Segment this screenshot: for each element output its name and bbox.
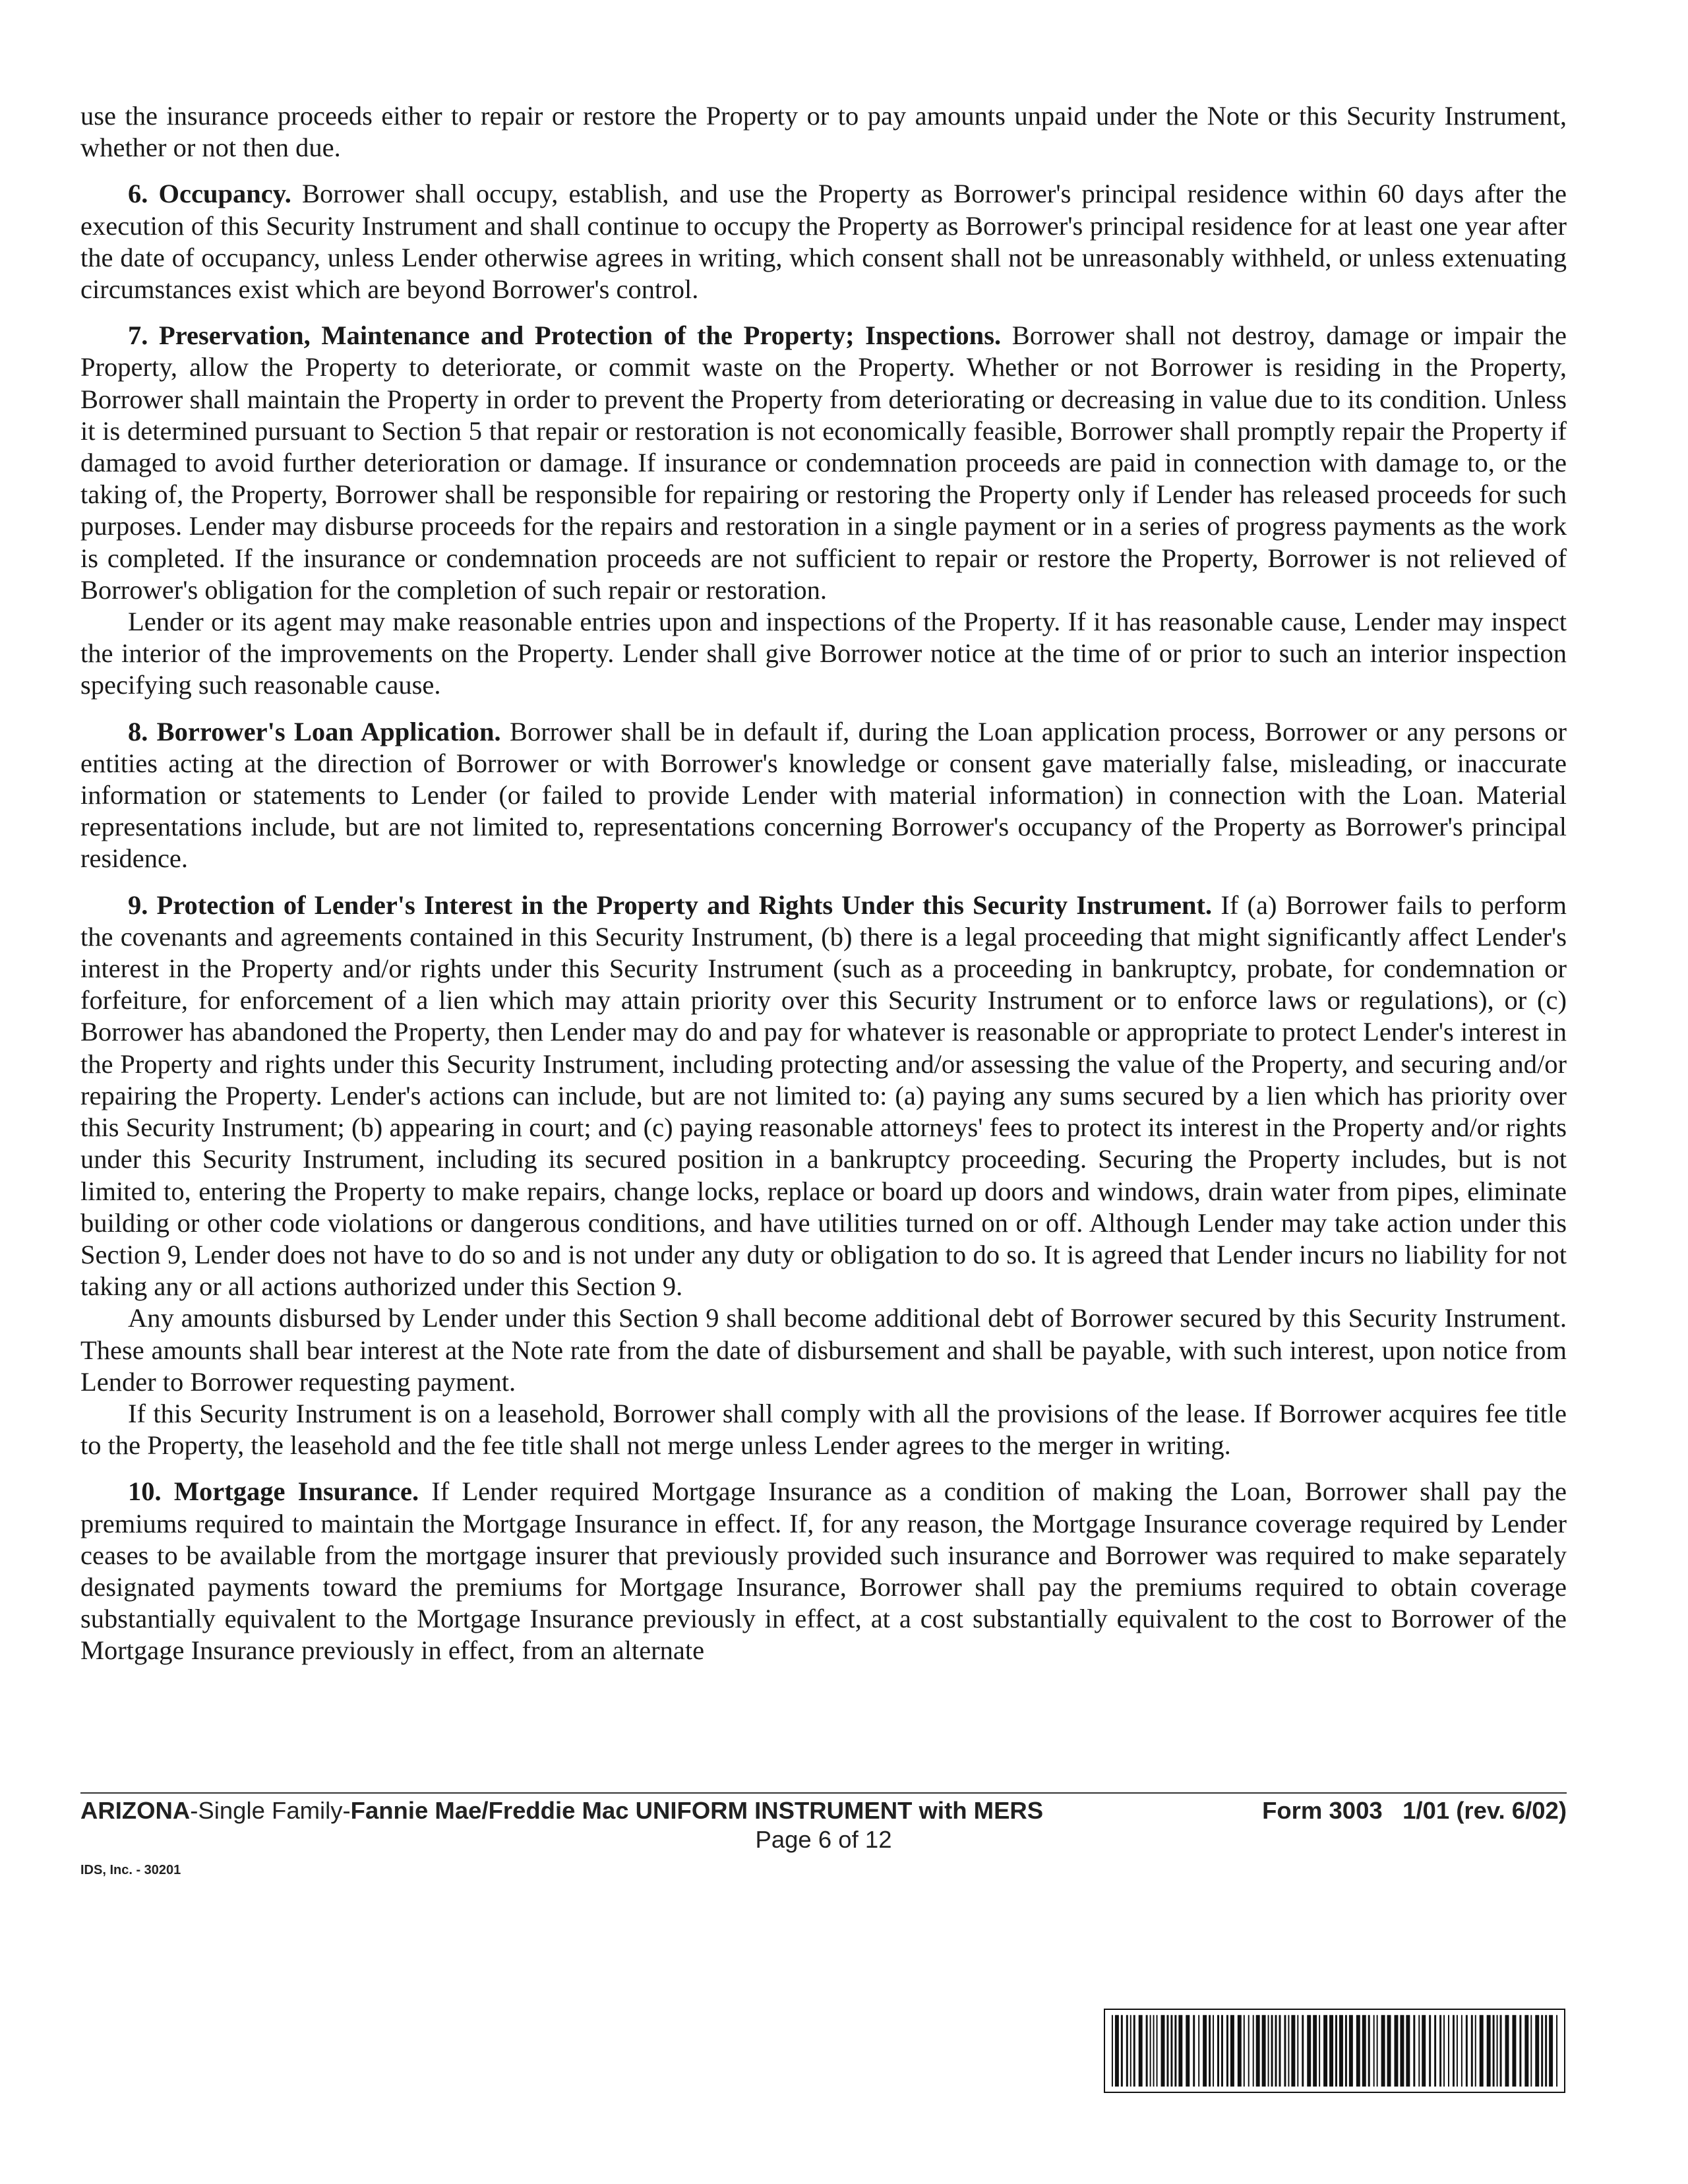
barcode-bar (1221, 2015, 1223, 2087)
barcode-bar (1505, 2015, 1509, 2087)
barcode-bar (1279, 2015, 1281, 2087)
barcode-bar (1209, 2015, 1211, 2087)
barcode-bar (1400, 2015, 1404, 2087)
barcode-bar (1434, 2015, 1436, 2087)
barcode-bar (1413, 2015, 1415, 2087)
barcode-bar (1271, 2015, 1273, 2087)
barcode-bar (1329, 2015, 1333, 2087)
section-10-mortgage-insurance (80, 1476, 1567, 1666)
barcode-graphic (1105, 2010, 1564, 2092)
barcode-bar (1166, 2015, 1168, 2087)
barcode-bar (1284, 2015, 1286, 2087)
barcode-bar (1457, 2015, 1458, 2087)
section-7-inspections (80, 606, 1567, 702)
page-number: Page 6 of 12 (755, 1826, 892, 1853)
barcode-bar (1466, 2015, 1468, 2087)
form-type: -Single Family- (190, 1797, 351, 1824)
barcode-bar (1198, 2015, 1199, 2087)
barcode-bar (1323, 2015, 1327, 2087)
barcode-bar (1126, 2015, 1128, 2087)
barcode-bar (1524, 2015, 1528, 2087)
barcode-bar (1213, 2015, 1214, 2087)
barcode-bar (1487, 2015, 1491, 2087)
barcode-bar (1443, 2015, 1445, 2087)
barcode-bar (1313, 2015, 1317, 2087)
barcode-bar (1497, 2015, 1498, 2087)
barcode-bar (1130, 2015, 1131, 2087)
section-heading: 8. Borrower's Loan Application. (128, 716, 501, 746)
paragraph-text: use the insurance proceeds either to repair or restore the Property or to pay amounts unpaid under the Note or this Security Instrument, whether or not then due. (80, 101, 1567, 163)
barcode-bar (1288, 2015, 1289, 2087)
barcode-bar (1387, 2015, 1391, 2087)
section-9-protection (80, 890, 1567, 1303)
barcode-bar (1549, 2015, 1553, 2087)
section-6-occupancy (80, 178, 1567, 305)
section-heading: 10. Mortgage Insurance. (128, 1476, 419, 1507)
barcode-bar (1373, 2015, 1375, 2087)
barcode-bar (1461, 2015, 1462, 2087)
barcode-bar (1530, 2015, 1532, 2087)
paragraph-text: If (a) Borrower fails to perform the covenants and agreements contained in this Security Instrument, (b) there is a legal proceeding that might significantly affect Lender's interest in the Property and/or rights under this Security Instrument (such as a proceeding in bankruptcy, probate, for condemnation or forfeiture, for enforcement of a lien which may attain priority over this Security Instrument or to enforce laws or regulations), or (c) Borrower has abandoned the Property, then Lender may do and pay for whatever is reasonable or appropriate to protect Lender's interest in the Property and rights under this Security Instrument, including protecting and/or assessing the value of the Property, and securing and/or repairing the Property. Lender's actions can include, but are not limited to: (a) paying any sums secured by a lien which has priority over this Security Instrument; (b) appearing in court; and (c) paying reasonable attorneys' fees to protect its interest in the Property and/or rights under this Security Instrument, including its secured position in a bankruptcy proceeding. Securing the Property includes, but is not limited to, entering the Property to make repairs, change locks, replace or board up doors and windows, drain water from pipes, eliminate building or other code violations or dangerous conditions, and have utilities turned on or off. Although Lender may take action under this Section 9, Lender does not have to do so and is not under any duty or obligation to do so. It is agreed that Lender incurs no liability for not taking any or all actions authorized under this Section 9. (80, 890, 1567, 1302)
barcode-bar (1556, 2015, 1557, 2087)
paragraph-text: Borrower shall be in default if, during the Loan application process, Borrower or any persons or entities acting at the direction of Borrower or with Borrower's knowledge or consent gave materially false, misleading, or inaccurate information or statements to Lender (or failed to provide Lender with material information) in connection with the Loan. Material representations include, but are not limited to, representations concerning Borrower's occupancy of the Property as Borrower's principal residence. (80, 716, 1567, 874)
paragraph-text: Borrower shall not destroy, damage or impair the Property, allow the Property to deteriorate, or commit waste on the Property. Whether or not Borrower is residing in the Property, Borrower shall maintain the Property in order to prevent the Property from deteriorating or decreasing in value due to its condition. Unless it is determined pursuant to Section 5 that repair or restoration is not economically feasible, Borrower shall promptly repair the Property if damaged to avoid further deterioration or damage. If insurance or condemnation proceeds are paid in connection with damage to, or the taking of, the Property, Borrower shall be responsible for repairing or restoring the Property only if Lender has released proceeds for such purposes. Lender may disburse proceeds for the repairs and restoration in a single payment or in a series of progress payments as the work is completed. If the insurance or condemnation proceeds are not sufficient to repair or restore the Property, Borrower is not relieved of Borrower's obligation for the completion of such repair or restoration. (80, 320, 1567, 605)
barcode-bar (1153, 2015, 1155, 2087)
barcode-bar (1150, 2015, 1151, 2087)
form-number: Form 3003 1/01 (rev. 6/02) (1262, 1797, 1567, 1824)
barcode-bar (1541, 2015, 1543, 2087)
barcode-bar (1170, 2015, 1172, 2087)
barcode-bar (1203, 2015, 1207, 2087)
barcode-bar (1480, 2015, 1484, 2087)
barcode-bar (1186, 2015, 1190, 2087)
barcode-bar (1256, 2015, 1260, 2087)
barcode-bar (1377, 2015, 1378, 2087)
barcode-bar (1174, 2015, 1176, 2087)
barcode-bar (1248, 2015, 1250, 2087)
barcode-bar (1275, 2015, 1277, 2087)
barcode-bar (1253, 2015, 1254, 2087)
barcode-bar (1335, 2015, 1337, 2087)
barcode-bar (1439, 2015, 1441, 2087)
barcode-bar (1146, 2015, 1148, 2087)
barcode-bar (1422, 2015, 1426, 2087)
barcode-bar (1545, 2015, 1547, 2087)
barcode-bar (1418, 2015, 1420, 2087)
barcode-bar (1381, 2015, 1385, 2087)
barcode-bar (1193, 2015, 1195, 2087)
vendor-code: IDS, Inc. - 30201 (80, 1863, 181, 1877)
paragraph-text: If this Security Instrument is on a leasehold, Borrower shall comply with all the provisions of the lease. If Borrower acquires fee title to the Property, the leasehold and the fee title shall not merge unless Lender agrees to the merger in writing. (80, 1398, 1567, 1461)
paragraph-text: Lender or its agent may make reasonable entries upon and inspections of the Property. If it has reasonable cause, Lender may inspect the interior of the improvements on the Property. Lender shall give Borrower notice at the time of or prior to such an interior inspection specifying such reasonable cause. (80, 607, 1567, 700)
barcode-bar (1268, 2015, 1269, 2087)
barcode-bar (1394, 2015, 1398, 2087)
barcode-bar (1139, 2015, 1143, 2087)
section-heading: 9. Protection of Lender's Interest in the Property and Rights Under this Security Instrument. (128, 890, 1213, 920)
paragraph-text: Any amounts disbursed by Lender under this Section 9 shall become additional debt of Borrower secured by this Security Instrument. These amounts shall bear interest at the Note rate from the date of disbursement and shall be payable, with such interest, upon notice from Lender to Borrower requesting payment. (80, 1303, 1567, 1397)
barcode-bar (1339, 2015, 1343, 2087)
barcode-bar (1512, 2015, 1516, 2087)
barcode-bar (1157, 2015, 1158, 2087)
barcode-bar (1217, 2015, 1219, 2087)
barcode-bar (1238, 2015, 1242, 2087)
barcode-bar (1475, 2015, 1476, 2087)
barcode-bar (1291, 2015, 1295, 2087)
barcode-bar (1319, 2015, 1320, 2087)
barcode (1104, 2009, 1565, 2093)
barcode-bar (1244, 2015, 1245, 2087)
barcode-bar (1429, 2015, 1431, 2087)
barcode-bar (1362, 2015, 1366, 2087)
barcode-bar (1471, 2015, 1473, 2087)
barcode-bar (1262, 2015, 1266, 2087)
barcode-bar (1493, 2015, 1495, 2087)
barcode-bar (1345, 2015, 1347, 2087)
section-8-loan-application (80, 716, 1567, 875)
page-footer (80, 1796, 1567, 1854)
document-body (80, 100, 1567, 1667)
barcode-bar (1112, 2015, 1113, 2087)
barcode-bar (1535, 2015, 1539, 2087)
barcode-bar (1519, 2015, 1521, 2087)
barcode-bar (1226, 2015, 1228, 2087)
barcode-bar (1356, 2015, 1360, 2087)
section-9-leasehold (80, 1398, 1567, 1461)
section-heading: 7. Preservation, Maintenance and Protection of the Property; Inspections. (128, 320, 1002, 351)
barcode-bar (1178, 2015, 1182, 2087)
footer-divider (80, 1792, 1567, 1794)
barcode-bar (1448, 2015, 1449, 2087)
barcode-bar (1406, 2015, 1410, 2087)
barcode-bar (1500, 2015, 1502, 2087)
form-instrument: Fannie Mae/Freddie Mac UNIFORM INSTRUMENT with MERS (350, 1797, 1044, 1824)
paragraph-text: If Lender required Mortgage Insurance as a condition of making the Loan, Borrower shall pay the premiums required to maintain the Mortgage Insurance in effect. If, for any reason, the Mortgage Insurance coverage required by Lender ceases to be available from the mortgage insurer that previously provided such insurance and Borrower was required to make separately designated payments toward the premiums for Mortgage Insurance, Borrower shall pay the premiums required to obtain coverage substantially equivalent to the Mortgage Insurance previously in effect, at a cost substantially equivalent to the cost to Borrower of the Mortgage Insurance previously in effect, from an alternate (80, 1476, 1567, 1666)
paragraph-text: Borrower shall occupy, establish, and use the Property as Borrower's principal residence within 60 days after the execution of this Security Instrument and shall continue to occupy the Property as Borrower's principal residence for at least one year after the date of occupancy, unless Lender otherwise agrees in writing, which consent shall not be unreasonably withheld, or unless extenuating circumstances exist which are beyond Borrower's control. (80, 179, 1567, 305)
footer-form-line (80, 1796, 1567, 1825)
barcode-bar (1302, 2015, 1304, 2087)
barcode-bar (1368, 2015, 1370, 2087)
barcode-bar (1121, 2015, 1123, 2087)
barcode-bar (1161, 2015, 1165, 2087)
form-description (80, 1796, 1043, 1825)
form-state: ARIZONA (80, 1797, 191, 1824)
paragraph-continuation (80, 100, 1567, 164)
barcode-bar (1230, 2015, 1234, 2087)
section-7-preservation (80, 320, 1567, 606)
barcode-bar (1133, 2015, 1135, 2087)
barcode-bar (1115, 2015, 1119, 2087)
barcode-bar (1307, 2015, 1311, 2087)
barcode-bar (1297, 2015, 1298, 2087)
barcode-bar (1349, 2015, 1353, 2087)
barcode-bar (1453, 2015, 1455, 2087)
section-heading: 6. Occupancy. (128, 179, 291, 209)
section-9-disbursed-amounts (80, 1302, 1567, 1398)
